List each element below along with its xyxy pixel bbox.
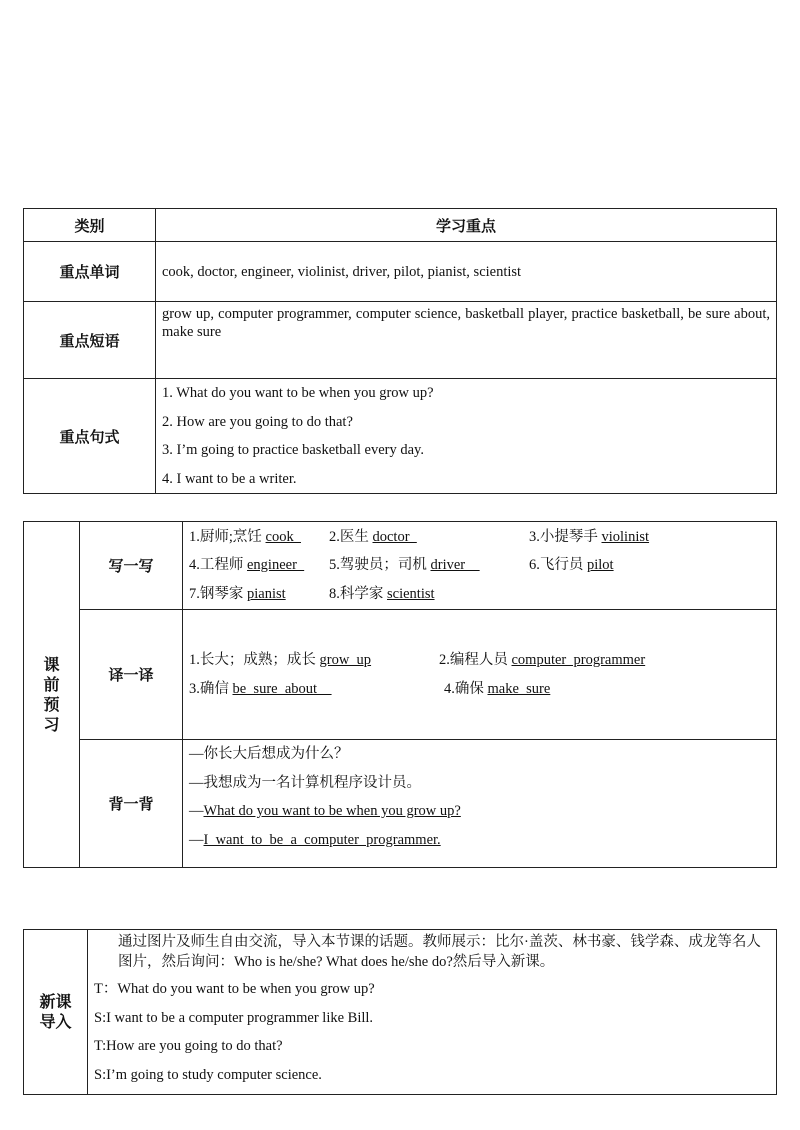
key-phrases-text: grow up, computer programmer, computer science, basketball player, practice basketball, be sure about, make sure <box>156 302 777 379</box>
write-item <box>329 580 435 609</box>
write-answer: driver <box>430 557 480 574</box>
translate-exercise <box>183 610 777 740</box>
write-line-3 <box>189 580 770 609</box>
translate-label: 译一译 <box>80 610 183 740</box>
recite-dash: — <box>189 746 204 762</box>
write-label: 写一写 <box>80 522 183 610</box>
translate-answer: be sure about <box>232 680 332 697</box>
write-prompt: 6.飞行员 <box>529 557 587 574</box>
write-prompt: 8.科学家 <box>329 585 387 602</box>
translate-item <box>439 646 645 675</box>
write-item <box>189 551 329 580</box>
preview-table <box>23 521 777 868</box>
write-line-1 <box>189 523 770 552</box>
study-focus-table <box>23 208 777 494</box>
recite-text: What do you want to be when you grow up? <box>203 803 461 819</box>
row-label-key-phrases: 重点短语 <box>24 302 156 379</box>
new-lesson-content <box>88 930 777 1095</box>
header-focus: 学习重点 <box>156 209 777 242</box>
write-item <box>329 551 529 580</box>
translate-line-2 <box>189 675 770 704</box>
dialog-line: T：What do you want to be when you grow up? <box>94 981 375 997</box>
dialog-line: T:How are you going to do that? <box>94 1038 283 1054</box>
translate-item <box>444 675 550 704</box>
translate-prompt: 3.确信 <box>189 680 233 697</box>
recite-line <box>189 797 770 826</box>
preview-section-label-text: 课 前 预 习 <box>43 654 60 734</box>
sentence-line: 2. How are you going to do that? <box>162 413 353 430</box>
sentence-line: 4. I want to be a writer. <box>162 470 297 487</box>
recite-dash: — <box>189 774 204 791</box>
write-answer: engineer <box>247 557 305 574</box>
dialog-line: S:I’m going to study computer science. <box>94 1066 322 1083</box>
recite-dash: — <box>189 831 204 848</box>
write-prompt: 2.医生 <box>329 528 373 545</box>
recite-exercise <box>183 740 777 868</box>
new-lesson-table <box>23 929 777 1095</box>
sentence-line: 1. What do you want to be when you grow up? <box>162 385 434 401</box>
recite-line <box>189 826 770 855</box>
write-prompt: 7.钢琴家 <box>189 585 247 602</box>
key-sentences <box>156 379 777 494</box>
write-item <box>329 523 529 552</box>
write-answer: pianist <box>247 585 286 602</box>
write-answer: violinist <box>601 528 650 545</box>
write-answer: doctor <box>372 528 417 545</box>
recite-text: 你长大后想成为什么？ <box>203 746 349 762</box>
translate-line-1 <box>189 646 770 675</box>
write-prompt: 3.小提琴手 <box>529 528 602 545</box>
new-lesson-label <box>24 930 88 1095</box>
recite-text: I want to be a computer programmer. <box>203 831 441 848</box>
preview-section-label <box>24 522 80 868</box>
write-answer: scientist <box>387 585 435 602</box>
recite-text: 我想成为一名计算机程序设计员。 <box>203 774 421 791</box>
recite-line <box>189 769 770 798</box>
recite-line <box>189 740 770 769</box>
write-item <box>189 580 329 609</box>
write-line-2 <box>189 551 770 580</box>
translate-prompt: 2.编程人员 <box>439 652 512 668</box>
write-exercise <box>183 522 777 610</box>
new-lesson-label-text: 新课 导入 <box>39 992 72 1031</box>
dialog-line: S:I want to be a computer programmer like Bill. <box>94 1009 374 1026</box>
write-item <box>529 551 614 580</box>
translate-prompt: 4.确保 <box>444 680 488 697</box>
write-prompt: 1.厨师;烹饪 <box>189 528 266 545</box>
translate-answer: make sure <box>487 680 551 697</box>
intro-paragraph: 通过图片及师生自由交流，导入本节课的话题。教师展示：比尔·盖茨、林书豪、钱学森、成龙等名人图片，然后询问：Who is he/she? What does he/she do?然后导入新课。 <box>118 934 761 970</box>
write-answer: cook <box>265 528 301 545</box>
recite-dash: — <box>189 803 204 819</box>
write-item <box>189 523 329 552</box>
translate-item <box>189 646 439 675</box>
sentence-line: 3. I’m going to practice basketball every day. <box>162 442 424 458</box>
row-label-key-sentences: 重点句式 <box>24 379 156 494</box>
row-label-key-words: 重点单词 <box>24 242 156 302</box>
translate-item <box>189 675 444 704</box>
write-item <box>529 523 649 552</box>
recite-label: 背一背 <box>80 740 183 868</box>
write-answer: pilot <box>587 557 614 574</box>
translate-prompt: 1.长大；成熟；成长 <box>189 652 320 668</box>
translate-answer: computer programmer <box>511 652 646 668</box>
write-prompt: 5.驾驶员；司机 <box>329 557 431 574</box>
write-prompt: 4.工程师 <box>189 557 247 574</box>
translate-answer: grow up <box>319 652 372 668</box>
key-words-text: cook, doctor, engineer, violinist, driver, pilot, pianist, scientist <box>156 242 777 302</box>
header-category: 类别 <box>24 209 156 242</box>
